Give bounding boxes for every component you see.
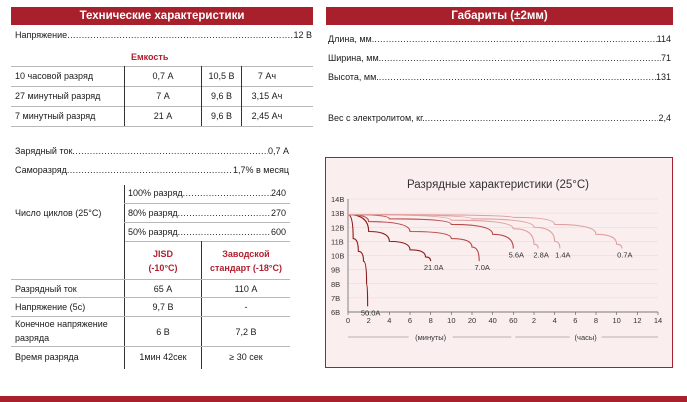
dot-leader — [67, 163, 233, 177]
std-row-4-label: Время разряда — [15, 352, 79, 362]
dot-leader — [381, 51, 661, 65]
std-row-1-jisd: 65 А — [153, 284, 173, 294]
factory-header-line2: стандарт (-18°С) — [210, 263, 282, 273]
dot-leader — [374, 32, 656, 46]
cap-row-1-label: 10 часовой разряд — [15, 71, 94, 81]
x-tick-label: 8 — [593, 316, 599, 325]
factory-header-line1: Заводской — [222, 249, 270, 259]
width-value: 71 — [660, 53, 671, 63]
std-row-2-label: Напряжение (5с) — [15, 302, 86, 312]
cycles-80-value: 270 — [270, 208, 286, 218]
x-tick-label: 8 — [428, 316, 433, 325]
cap-row-1-capacity: 7 Ач — [257, 71, 277, 81]
series-label: 5.6A — [508, 250, 525, 260]
dimensions-header: Габариты (±2мм) — [326, 7, 673, 25]
cycles-100-value: 240 — [270, 188, 286, 198]
cycles-vline — [124, 185, 125, 241]
y-tick-label: 11В — [331, 237, 344, 247]
series-label: 50.0A — [360, 308, 381, 318]
x-tick-label: 60 — [509, 316, 518, 325]
tech-specs-header: Технические характеристики — [11, 7, 313, 25]
series-line — [348, 215, 368, 307]
std-row-2-jisd: 9,7 В — [152, 302, 174, 312]
std-row-3-jisd: 6 В — [156, 327, 170, 337]
dot-leader — [178, 206, 271, 220]
x-tick-label: 10 — [447, 316, 456, 325]
discharge-chart — [325, 157, 673, 368]
length-value: 114 — [656, 34, 671, 44]
discharge-chart-svg — [326, 158, 672, 367]
series-label: 21.0A — [423, 263, 444, 273]
y-tick-label: 10В — [331, 251, 345, 261]
dim-row-width — [328, 51, 671, 65]
cap-line-0 — [11, 66, 313, 67]
std-row-3-label-line2: разряда — [15, 333, 50, 343]
x-tick-label: 4 — [552, 316, 557, 325]
cycles-80-label: 80% разряд — [128, 208, 178, 218]
dim-row-height — [328, 70, 671, 84]
dim-row-length — [328, 32, 671, 46]
cap-line-1 — [11, 86, 313, 87]
series-line — [348, 215, 479, 262]
cycles-row-80 — [128, 206, 286, 220]
charge-current-label: Зарядный ток — [15, 146, 73, 156]
x-tick-label: 20 — [467, 316, 477, 325]
charge-current-value: 0,7 А — [267, 146, 289, 156]
cycles-50-label: 50% разряд — [128, 227, 178, 237]
minutes-label: (минуты) — [415, 333, 447, 342]
cap-row-2-label: 27 минутный разряд — [15, 91, 101, 101]
std-row-4-factory: ≥ 30 сек — [229, 352, 263, 362]
dot-leader — [425, 111, 659, 125]
cycles-50-value: 600 — [270, 227, 286, 237]
jisd-header — [125, 249, 201, 274]
cap-row-2-capacity: 3,15 Ач — [251, 91, 283, 101]
cap-line-3 — [11, 126, 313, 127]
cap-row-2-current: 7 А — [156, 91, 170, 101]
height-label: Высота, мм. — [328, 72, 379, 82]
jisd-header-line1: JISD — [152, 249, 173, 259]
weight-row — [328, 111, 671, 125]
y-tick-label: 8В — [331, 279, 341, 289]
chart-title: Разрядные характеристики (25°С) — [406, 179, 590, 191]
dot-leader — [183, 186, 271, 200]
y-tick-label: 6В — [331, 308, 341, 317]
series-label: 2.8A — [533, 250, 549, 260]
x-tick-label: 40 — [488, 316, 497, 325]
series-label: 1.4A — [555, 250, 571, 260]
cap-row-3-voltage: 9,6 В — [210, 111, 232, 121]
std-row-3-factory: 7,2 В — [235, 327, 257, 337]
self-discharge-value: 1,7% в месяц — [232, 165, 289, 175]
cycles-row-50 — [128, 225, 286, 239]
series-line — [348, 215, 431, 262]
cap-row-2-voltage: 9,6 В — [210, 91, 232, 101]
x-tick-label: 2 — [531, 316, 537, 325]
weight-value: 2,4 — [658, 113, 671, 123]
std-row-2-factory: - — [244, 302, 248, 312]
std-row-3-label — [15, 319, 108, 344]
voltage-value: 12 В — [293, 30, 312, 40]
series-label: 7.0A — [474, 263, 490, 273]
x-tick-label: 6 — [407, 316, 413, 325]
std-row-3-label-line1: Конечное напряжение — [15, 319, 108, 329]
std-row-4-jisd: 1мин 42сек — [139, 352, 187, 362]
dot-leader — [178, 225, 271, 239]
y-tick-label: 14В — [331, 195, 345, 204]
x-tick-label: 0 — [345, 316, 351, 325]
x-tick-label: 14 — [653, 316, 663, 325]
voltage-label: Напряжение — [15, 30, 68, 40]
cap-row-3-capacity: 2,45 Ач — [251, 111, 283, 121]
x-tick-label: 6 — [573, 316, 578, 325]
cycles-line-2 — [124, 222, 290, 223]
y-tick-label: 9В — [331, 265, 341, 275]
cycles-label: Число циклов (25°С) — [15, 208, 102, 218]
charge-current-row — [15, 144, 289, 158]
cap-row-3-current: 21 А — [153, 111, 173, 121]
weight-label: Вес с электролитом, кг. — [328, 113, 425, 123]
width-label: Ширина, мм. — [328, 53, 382, 63]
std-line-top — [124, 241, 290, 242]
cap-row-1-current: 0,7 А — [152, 71, 174, 81]
dot-leader — [379, 70, 656, 84]
x-tick-label: 4 — [387, 316, 392, 325]
cap-row-3-label: 7 минутный разряд — [15, 111, 96, 121]
y-tick-label: 7В — [331, 293, 341, 303]
cap-line-2 — [11, 106, 313, 107]
x-tick-label: 10 — [612, 316, 621, 325]
height-value: 131 — [655, 72, 671, 82]
std-row-1-factory: 110 А — [234, 284, 258, 294]
dot-leader — [72, 144, 268, 158]
y-tick-label: 13В — [331, 209, 345, 219]
voltage-row — [15, 28, 312, 42]
series-label: 0.7A — [617, 250, 633, 260]
x-tick-label: 12 — [633, 316, 642, 325]
y-tick-label: 12В — [331, 223, 345, 233]
std-line-3 — [11, 346, 290, 347]
hours-label: (часы) — [574, 333, 597, 342]
cycles-row-100 — [128, 186, 286, 200]
self-discharge-label: Саморазряд — [15, 165, 67, 175]
x-tick-label: 2 — [366, 316, 371, 325]
length-label: Длина, мм. — [328, 34, 375, 44]
cycles-line-1 — [124, 203, 290, 204]
self-discharge-row — [15, 163, 289, 177]
std-row-1-label: Разрядный ток — [15, 284, 77, 294]
footer-bar — [0, 396, 687, 402]
cap-row-1-voltage: 10,5 В — [208, 71, 235, 81]
std-line-0 — [11, 279, 290, 280]
factory-header — [202, 249, 290, 274]
capacity-header: Емкость — [131, 52, 169, 62]
jisd-header-line2: (-10°C) — [148, 263, 178, 273]
dot-leader — [67, 28, 293, 42]
std-line-1 — [11, 297, 290, 298]
std-line-2 — [11, 316, 290, 317]
series-line — [348, 215, 622, 249]
cycles-100-label: 100% разряд — [128, 188, 183, 198]
